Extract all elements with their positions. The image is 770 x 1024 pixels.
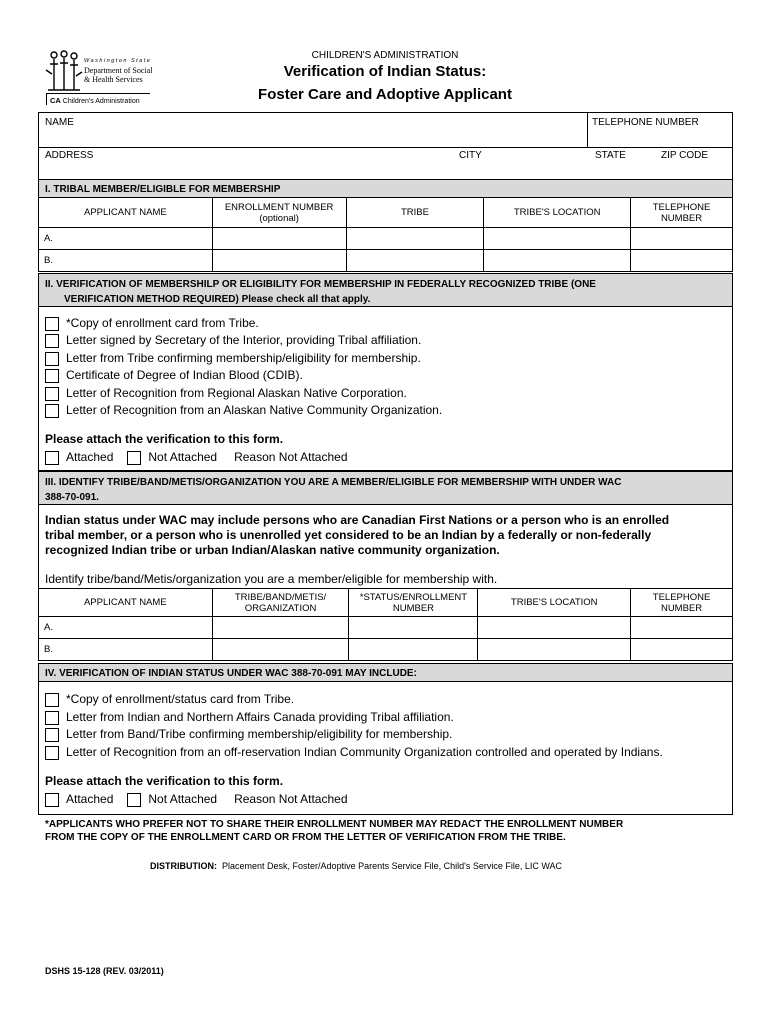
s4-attach-row <box>45 791 348 808</box>
s2-option-2-label: Letter signed by Secretary of the Interior, providing Tribal affiliation. <box>66 333 422 347</box>
s1-row-b-enrollment[interactable] <box>212 250 346 272</box>
checkbox[interactable] <box>45 352 59 366</box>
s4-option-3[interactable] <box>45 726 452 743</box>
checkbox[interactable] <box>45 404 59 418</box>
section1-heading: I. TRIBAL MEMBER/ELIGIBLE FOR MEMBERSHIP <box>38 179 733 198</box>
s4-option-4[interactable] <box>45 744 663 761</box>
s3-row-b-status[interactable] <box>349 639 478 661</box>
s4-option-2[interactable] <box>45 709 454 726</box>
s2-option-3-label: Letter from Tribe confirming membership/eligibility for membership. <box>66 351 421 365</box>
s1-col-tribe: TRIBE <box>346 198 484 228</box>
s3-row-a-tribe[interactable] <box>212 617 349 639</box>
section1-table <box>38 197 733 272</box>
s3-col-applicant: APPLICANT NAME <box>39 589 213 617</box>
s1-row-a-location[interactable] <box>484 228 631 250</box>
checkbox[interactable] <box>45 746 59 760</box>
name-label: NAME <box>45 117 74 128</box>
s3-col-phone: TELEPHONE NUMBER <box>631 589 733 617</box>
section2-heading <box>38 273 733 307</box>
s2-option-1-label: *Copy of enrollment card from Tribe. <box>66 316 259 330</box>
s1-row-b-tribe[interactable] <box>346 250 484 272</box>
distribution <box>150 861 562 871</box>
s4-attach-prompt: Please attach the verification to this form. <box>45 774 284 788</box>
form-title-line2: Foster Care and Adoptive Applicant <box>258 86 512 103</box>
checkbox[interactable] <box>45 317 59 331</box>
section2-heading-line2: VERIFICATION METHOD REQUIRED) Please check all that apply. <box>64 294 371 305</box>
logo-state: Washington State <box>84 58 152 64</box>
s4-option-1[interactable] <box>45 691 294 708</box>
s2-option-6-label: Letter of Recognition from an Alaskan Native Community Organization. <box>66 403 443 417</box>
section3-table <box>38 588 733 661</box>
footnote <box>45 818 623 844</box>
s1-row-a-enrollment[interactable] <box>212 228 346 250</box>
s3-row-a-label: A. <box>39 617 213 639</box>
s1-row-b-location[interactable] <box>484 250 631 272</box>
applicant-info-box <box>38 112 733 180</box>
s2-reason-label: Reason Not Attached <box>234 450 348 464</box>
s4-option-4-label: Letter of Recognition from an off-reservation Indian Community Organization controlled and operated by Indians. <box>66 745 663 759</box>
s1-row-a-label: A. <box>39 228 213 250</box>
s2-option-2[interactable] <box>45 332 421 349</box>
section3-heading-line1: III. IDENTIFY TRIBE/BAND/METIS/ORGANIZATION YOU ARE A MEMBER/ELIGIBLE FOR MEMBERSHIP WITH UNDER WAC <box>45 477 622 488</box>
s2-option-4-label: Certificate of Degree of Indian Blood (CDIB). <box>66 368 303 382</box>
s4-attached-label: Attached <box>66 792 114 806</box>
checkbox[interactable] <box>45 693 59 707</box>
s4-not-attached-checkbox[interactable] <box>127 793 141 807</box>
s1-row-a-phone[interactable] <box>631 228 733 250</box>
telephone-label: TELEPHONE NUMBER <box>592 117 699 128</box>
checkbox[interactable] <box>45 334 59 348</box>
s3-row-a-phone[interactable] <box>631 617 733 639</box>
s4-not-attached-label: Not Attached <box>148 792 218 806</box>
s2-attach-prompt: Please attach the verification to this form. <box>45 432 284 446</box>
s2-option-6[interactable] <box>45 402 442 419</box>
s2-option-4[interactable] <box>45 367 303 384</box>
section2-heading-line1: II. VERIFICATION OF MEMBERSHILP OR ELIGIBILITY FOR MEMBERSHIP IN FEDERALLY RECOGNIZED TRIBE (ONE <box>45 279 596 290</box>
checkbox[interactable] <box>45 728 59 742</box>
s2-not-attached-label: Not Attached <box>148 450 218 464</box>
s1-col-enrollment: ENROLLMENT NUMBER (optional) <box>212 198 346 228</box>
s2-attached-checkbox[interactable] <box>45 451 59 465</box>
s1-row-b-phone[interactable] <box>631 250 733 272</box>
form-number: DSHS 15-128 (REV. 03/2011) <box>45 966 164 976</box>
section3-heading-line2: 388-70-091. <box>45 492 99 503</box>
s2-not-attached-checkbox[interactable] <box>127 451 141 465</box>
checkbox[interactable] <box>45 369 59 383</box>
s3-row-b-label: B. <box>39 639 213 661</box>
s3-col-status: *STATUS/ENROLLMENT NUMBER <box>349 589 478 617</box>
distribution-text: Placement Desk, Foster/Adoptive Parents Service File, Child's Service File, LIC WAC <box>222 861 563 871</box>
section3-note <box>45 513 669 558</box>
s3-row-b-location[interactable] <box>478 639 631 661</box>
s2-option-5[interactable] <box>45 385 407 402</box>
s4-reason-label: Reason Not Attached <box>234 792 348 806</box>
agency-name: CHILDREN'S ADMINISTRATION <box>311 50 459 61</box>
s3-row-b-phone[interactable] <box>631 639 733 661</box>
s3-col-location: TRIBE'S LOCATION <box>478 589 631 617</box>
logo-ca-name: Children's Administration <box>62 98 140 105</box>
s1-row-a-tribe[interactable] <box>346 228 484 250</box>
s1-col-phone: TELEPHONE NUMBER <box>631 198 733 228</box>
s3-col-tribe-band: TRIBE/BAND/METIS/ ORGANIZATION <box>212 589 349 617</box>
s4-option-2-label: Letter from Indian and Northern Affairs Canada providing Tribal affiliation. <box>66 710 454 724</box>
section4-heading: IV. VERIFICATION OF INDIAN STATUS UNDER WAC 388-70-091 MAY INCLUDE: <box>38 663 733 682</box>
section3-note-line1: Indian status under WAC may include persons who are Canadian First Nations or a person who is an enrolled <box>45 513 670 527</box>
checkbox[interactable] <box>45 711 59 725</box>
s3-row-a-status[interactable] <box>349 617 478 639</box>
s4-option-3-label: Letter from Band/Tribe confirming membership/eligibility for membership. <box>66 727 453 741</box>
section3-note-line2: tribal member, or a person who is unenrolled yet considered to be an Indian by a federally or non-federally <box>45 528 652 542</box>
city-label: CITY <box>459 150 482 161</box>
form-title-line1: Verification of Indian Status: <box>283 63 487 80</box>
logo-dept-line2: & Health Services <box>84 75 143 84</box>
s3-row-b-tribe[interactable] <box>212 639 349 661</box>
checkbox[interactable] <box>45 387 59 401</box>
s2-attach-row <box>45 449 348 466</box>
section3-identify: Identify tribe/band/Metis/organization you are a member/eligible for membership with. <box>45 572 498 586</box>
logo-ca-abbr: CA <box>50 96 61 105</box>
s1-col-location: TRIBE'S LOCATION <box>484 198 631 228</box>
section3-heading <box>38 471 733 505</box>
zip-label: ZIP CODE <box>661 150 709 161</box>
s1-row-b-label: B. <box>39 250 213 272</box>
s2-option-1[interactable] <box>45 315 259 332</box>
s3-row-a-location[interactable] <box>478 617 631 639</box>
s2-option-5-label: Letter of Recognition from Regional Alaskan Native Corporation. <box>66 386 407 400</box>
address-label: ADDRESS <box>45 150 94 161</box>
footnote-line2: FROM THE COPY OF THE ENROLLMENT CARD OR FROM THE LETTER OF VERIFICATION FROM THE TRIBE. <box>45 832 566 843</box>
s2-attached-label: Attached <box>66 450 114 464</box>
distribution-label: DISTRIBUTION: <box>150 861 217 871</box>
s4-attached-checkbox[interactable] <box>45 793 59 807</box>
s2-option-3[interactable] <box>45 350 421 367</box>
s1-col-applicant: APPLICANT NAME <box>39 198 213 228</box>
s4-option-1-label: *Copy of enrollment/status card from Tribe. <box>66 692 295 706</box>
logo-dept-line1: Department of Social <box>84 66 153 75</box>
section3-note-line3: recognized Indian tribe or urban Indian/Alaskan native community organization. <box>45 543 500 557</box>
state-label: STATE <box>595 150 626 161</box>
footnote-line1: *APPLICANTS WHO PREFER NOT TO SHARE THEIR ENROLLMENT NUMBER MAY REDACT THE ENROLLMENT NUMBER <box>45 819 624 830</box>
